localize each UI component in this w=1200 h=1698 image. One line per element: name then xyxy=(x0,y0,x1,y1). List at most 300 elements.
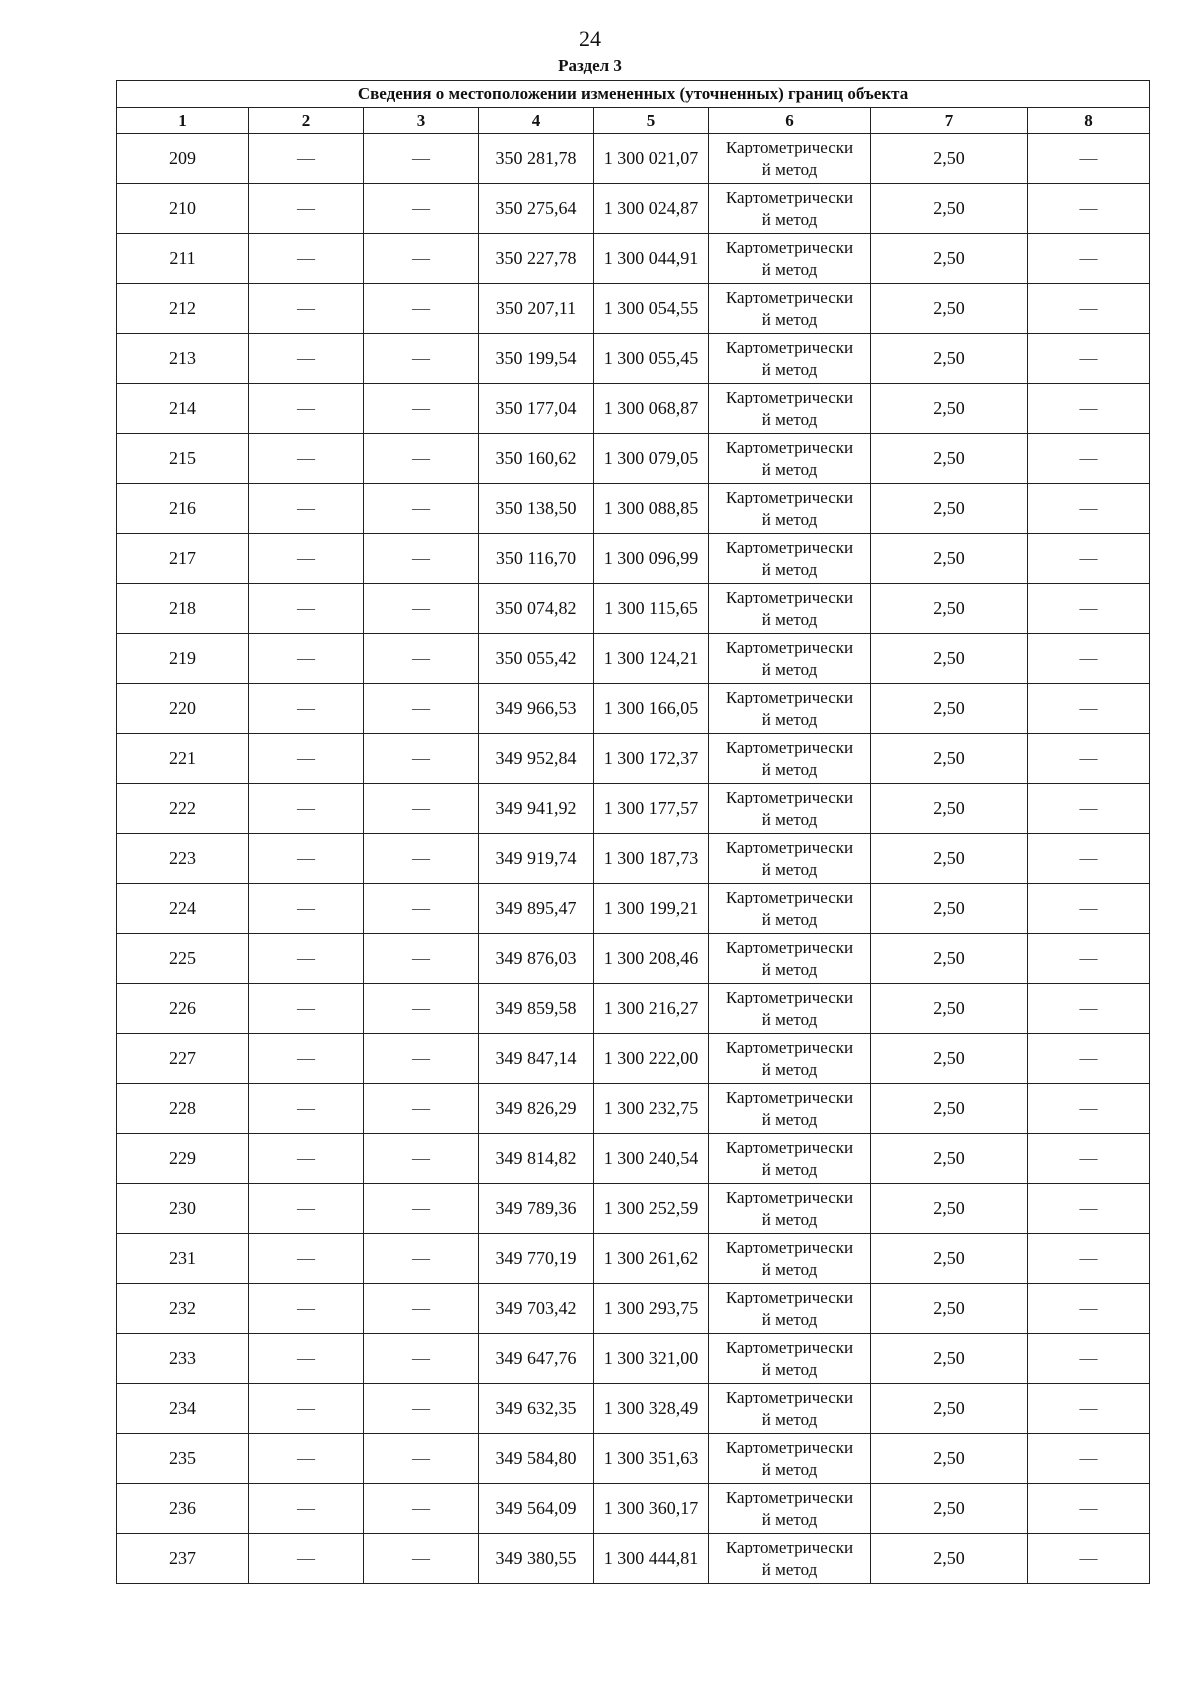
column-2-cell: — xyxy=(249,1534,364,1584)
column-8-cell: — xyxy=(1028,134,1150,184)
column-2-cell: — xyxy=(249,634,364,684)
method-text: й метод xyxy=(761,559,818,579)
y-coordinate-cell: 1 300 232,75 xyxy=(594,1084,709,1134)
method-text: Картометрически xyxy=(725,1487,854,1507)
column-8-cell: — xyxy=(1028,1284,1150,1334)
point-number-cell: 232 xyxy=(117,1284,249,1334)
point-number-cell: 220 xyxy=(117,684,249,734)
method-cell xyxy=(709,634,871,684)
accuracy-cell: 2,50 xyxy=(871,884,1028,934)
column-2-cell: — xyxy=(249,734,364,784)
column-3-cell: — xyxy=(364,634,479,684)
column-8-cell: — xyxy=(1028,1534,1150,1584)
column-8-cell: — xyxy=(1028,834,1150,884)
x-coordinate-cell: 349 847,14 xyxy=(479,1034,594,1084)
x-coordinate-cell: 350 177,04 xyxy=(479,384,594,434)
column-8-cell: — xyxy=(1028,1484,1150,1534)
method-cell xyxy=(709,1134,871,1184)
table-row xyxy=(117,1534,1150,1584)
accuracy-cell: 2,50 xyxy=(871,834,1028,884)
method-text: й метод xyxy=(761,1459,818,1479)
method-text: й метод xyxy=(761,1059,818,1079)
method-text: Картометрически xyxy=(725,1437,854,1457)
x-coordinate-cell: 349 895,47 xyxy=(479,884,594,934)
x-coordinate-cell: 349 919,74 xyxy=(479,834,594,884)
column-2-cell: — xyxy=(249,384,364,434)
accuracy-cell: 2,50 xyxy=(871,134,1028,184)
column-8-cell: — xyxy=(1028,634,1150,684)
column-3-cell: — xyxy=(364,534,479,584)
x-coordinate-cell: 350 160,62 xyxy=(479,434,594,484)
column-3-cell: — xyxy=(364,1134,479,1184)
column-number: 5 xyxy=(594,108,709,134)
column-2-cell: — xyxy=(249,1334,364,1384)
point-number-cell: 218 xyxy=(117,584,249,634)
accuracy-cell: 2,50 xyxy=(871,1434,1028,1484)
method-cell xyxy=(709,1284,871,1334)
y-coordinate-cell: 1 300 024,87 xyxy=(594,184,709,234)
table-row xyxy=(117,384,1150,434)
table-row xyxy=(117,434,1150,484)
y-coordinate-cell: 1 300 068,87 xyxy=(594,384,709,434)
method-cell xyxy=(709,1084,871,1134)
table-row xyxy=(117,1384,1150,1434)
column-8-cell: — xyxy=(1028,1434,1150,1484)
point-number-cell: 228 xyxy=(117,1084,249,1134)
method-text: й метод xyxy=(761,709,818,729)
method-cell xyxy=(709,1234,871,1284)
column-3-cell: — xyxy=(364,884,479,934)
column-3-cell: — xyxy=(364,1384,479,1434)
column-2-cell: — xyxy=(249,1384,364,1434)
x-coordinate-cell: 350 055,42 xyxy=(479,634,594,684)
accuracy-cell: 2,50 xyxy=(871,534,1028,584)
method-text: Картометрически xyxy=(725,1137,854,1157)
accuracy-cell: 2,50 xyxy=(871,1284,1028,1334)
method-text: й метод xyxy=(761,259,818,279)
x-coordinate-cell: 350 281,78 xyxy=(479,134,594,184)
method-text: й метод xyxy=(761,1259,818,1279)
column-3-cell: — xyxy=(364,234,479,284)
y-coordinate-cell: 1 300 096,99 xyxy=(594,534,709,584)
x-coordinate-cell: 349 966,53 xyxy=(479,684,594,734)
point-number-cell: 215 xyxy=(117,434,249,484)
x-coordinate-cell: 349 876,03 xyxy=(479,934,594,984)
method-cell xyxy=(709,684,871,734)
accuracy-cell: 2,50 xyxy=(871,184,1028,234)
column-8-cell: — xyxy=(1028,934,1150,984)
table-body xyxy=(117,134,1150,1584)
method-cell xyxy=(709,284,871,334)
method-text: Картометрически xyxy=(725,937,854,957)
method-text: й метод xyxy=(761,1409,818,1429)
column-2-cell: — xyxy=(249,1084,364,1134)
column-2-cell: — xyxy=(249,1284,364,1334)
x-coordinate-cell: 349 632,35 xyxy=(479,1384,594,1434)
column-8-cell: — xyxy=(1028,1084,1150,1134)
method-text: Картометрически xyxy=(725,837,854,857)
table-row xyxy=(117,1484,1150,1534)
column-8-cell: — xyxy=(1028,784,1150,834)
method-cell xyxy=(709,884,871,934)
y-coordinate-cell: 1 300 166,05 xyxy=(594,684,709,734)
y-coordinate-cell: 1 300 293,75 xyxy=(594,1284,709,1334)
y-coordinate-cell: 1 300 021,07 xyxy=(594,134,709,184)
y-coordinate-cell: 1 300 222,00 xyxy=(594,1034,709,1084)
point-number-cell: 213 xyxy=(117,334,249,384)
method-cell xyxy=(709,184,871,234)
point-number-cell: 234 xyxy=(117,1384,249,1434)
column-3-cell: — xyxy=(364,1034,479,1084)
method-text: Картометрически xyxy=(725,887,854,907)
method-text: Картометрически xyxy=(725,187,854,207)
method-text: й метод xyxy=(761,1359,818,1379)
column-8-cell: — xyxy=(1028,1384,1150,1434)
column-8-cell: — xyxy=(1028,684,1150,734)
column-3-cell: — xyxy=(364,134,479,184)
y-coordinate-cell: 1 300 187,73 xyxy=(594,834,709,884)
x-coordinate-cell: 349 814,82 xyxy=(479,1134,594,1184)
accuracy-cell: 2,50 xyxy=(871,434,1028,484)
table-row xyxy=(117,1434,1150,1484)
table-row xyxy=(117,1134,1150,1184)
column-2-cell: — xyxy=(249,1034,364,1084)
x-coordinate-cell: 349 789,36 xyxy=(479,1184,594,1234)
table-row xyxy=(117,1034,1150,1084)
method-text: й метод xyxy=(761,609,818,629)
point-number-cell: 237 xyxy=(117,1534,249,1584)
accuracy-cell: 2,50 xyxy=(871,784,1028,834)
table-row xyxy=(117,484,1150,534)
column-number: 8 xyxy=(1028,108,1150,134)
table-row xyxy=(117,734,1150,784)
method-text: й метод xyxy=(761,1109,818,1129)
x-coordinate-cell: 349 941,92 xyxy=(479,784,594,834)
point-number-cell: 226 xyxy=(117,984,249,1034)
x-coordinate-cell: 350 207,11 xyxy=(479,284,594,334)
method-text: Картометрически xyxy=(725,237,854,257)
accuracy-cell: 2,50 xyxy=(871,384,1028,434)
table-row xyxy=(117,234,1150,284)
accuracy-cell: 2,50 xyxy=(871,1484,1028,1534)
table-row xyxy=(117,334,1150,384)
column-3-cell: — xyxy=(364,1234,479,1284)
column-2-cell: — xyxy=(249,334,364,384)
y-coordinate-cell: 1 300 088,85 xyxy=(594,484,709,534)
column-3-cell: — xyxy=(364,1334,479,1384)
method-text: й метод xyxy=(761,1209,818,1229)
x-coordinate-cell: 349 770,19 xyxy=(479,1234,594,1284)
point-number-cell: 233 xyxy=(117,1334,249,1384)
column-8-cell: — xyxy=(1028,884,1150,934)
method-text: Картометрически xyxy=(725,1387,854,1407)
x-coordinate-cell: 349 826,29 xyxy=(479,1084,594,1134)
accuracy-cell: 2,50 xyxy=(871,684,1028,734)
column-2-cell: — xyxy=(249,884,364,934)
method-text: Картометрически xyxy=(725,387,854,407)
y-coordinate-cell: 1 300 444,81 xyxy=(594,1534,709,1584)
column-8-cell: — xyxy=(1028,234,1150,284)
method-text: й метод xyxy=(761,1309,818,1329)
column-8-cell: — xyxy=(1028,334,1150,384)
table-caption: Сведения о местоположении измененных (уточненных) границ объекта xyxy=(117,81,1150,108)
point-number-cell: 230 xyxy=(117,1184,249,1234)
column-8-cell: — xyxy=(1028,284,1150,334)
section-title: Раздел 3 xyxy=(558,56,622,75)
method-text: й метод xyxy=(761,309,818,329)
method-cell xyxy=(709,1184,871,1234)
method-text: Картометрически xyxy=(725,1337,854,1357)
method-text: Картометрически xyxy=(725,487,854,507)
column-2-cell: — xyxy=(249,434,364,484)
y-coordinate-cell: 1 300 199,21 xyxy=(594,884,709,934)
column-2-cell: — xyxy=(249,484,364,534)
method-text: Картометрически xyxy=(725,687,854,707)
method-cell xyxy=(709,834,871,884)
column-2-cell: — xyxy=(249,1234,364,1284)
accuracy-cell: 2,50 xyxy=(871,1034,1028,1084)
table-row xyxy=(117,584,1150,634)
point-number-cell: 217 xyxy=(117,534,249,584)
method-cell xyxy=(709,934,871,984)
column-8-cell: — xyxy=(1028,184,1150,234)
method-text: й метод xyxy=(761,209,818,229)
column-2-cell: — xyxy=(249,534,364,584)
method-text: й метод xyxy=(761,909,818,929)
method-text: й метод xyxy=(761,459,818,479)
x-coordinate-cell: 349 859,58 xyxy=(479,984,594,1034)
x-coordinate-cell: 350 227,78 xyxy=(479,234,594,284)
column-2-cell: — xyxy=(249,234,364,284)
accuracy-cell: 2,50 xyxy=(871,634,1028,684)
y-coordinate-cell: 1 300 115,65 xyxy=(594,584,709,634)
x-coordinate-cell: 350 199,54 xyxy=(479,334,594,384)
x-coordinate-cell: 349 647,76 xyxy=(479,1334,594,1384)
accuracy-cell: 2,50 xyxy=(871,1184,1028,1234)
column-2-cell: — xyxy=(249,584,364,634)
table-row xyxy=(117,1084,1150,1134)
method-text: й метод xyxy=(761,659,818,679)
column-8-cell: — xyxy=(1028,384,1150,434)
column-3-cell: — xyxy=(364,1284,479,1334)
table-row xyxy=(117,284,1150,334)
column-3-cell: — xyxy=(364,1084,479,1134)
x-coordinate-cell: 350 074,82 xyxy=(479,584,594,634)
method-cell xyxy=(709,584,871,634)
accuracy-cell: 2,50 xyxy=(871,1134,1028,1184)
column-3-cell: — xyxy=(364,934,479,984)
point-number-cell: 236 xyxy=(117,1484,249,1534)
x-coordinate-cell: 349 952,84 xyxy=(479,734,594,784)
accuracy-cell: 2,50 xyxy=(871,1084,1028,1134)
method-cell xyxy=(709,1384,871,1434)
point-number-cell: 216 xyxy=(117,484,249,534)
y-coordinate-cell: 1 300 328,49 xyxy=(594,1384,709,1434)
method-text: Картометрически xyxy=(725,437,854,457)
x-coordinate-cell: 349 584,80 xyxy=(479,1434,594,1484)
column-2-cell: — xyxy=(249,1184,364,1234)
column-number: 7 xyxy=(871,108,1028,134)
method-text: й метод xyxy=(761,1159,818,1179)
column-2-cell: — xyxy=(249,984,364,1034)
column-2-cell: — xyxy=(249,184,364,234)
method-cell xyxy=(709,134,871,184)
method-text: й метод xyxy=(761,859,818,879)
x-coordinate-cell: 350 138,50 xyxy=(479,484,594,534)
method-text: Картометрически xyxy=(725,737,854,757)
method-text: Картометрически xyxy=(725,787,854,807)
column-2-cell: — xyxy=(249,284,364,334)
column-2-cell: — xyxy=(249,1434,364,1484)
x-coordinate-cell: 349 703,42 xyxy=(479,1284,594,1334)
method-text: Картометрически xyxy=(725,1037,854,1057)
column-3-cell: — xyxy=(364,334,479,384)
column-8-cell: — xyxy=(1028,534,1150,584)
y-coordinate-cell: 1 300 261,62 xyxy=(594,1234,709,1284)
accuracy-cell: 2,50 xyxy=(871,934,1028,984)
column-number: 6 xyxy=(709,108,871,134)
column-number: 4 xyxy=(479,108,594,134)
column-2-cell: — xyxy=(249,834,364,884)
method-cell xyxy=(709,1434,871,1484)
point-number-cell: 231 xyxy=(117,1234,249,1284)
method-text: Картометрически xyxy=(725,987,854,1007)
method-text: й метод xyxy=(761,159,818,179)
table-row xyxy=(117,1334,1150,1384)
table-row xyxy=(117,134,1150,184)
boundary-coordinates-table xyxy=(116,80,1150,1584)
column-2-cell: — xyxy=(249,784,364,834)
column-3-cell: — xyxy=(364,784,479,834)
point-number-cell: 214 xyxy=(117,384,249,434)
table-row xyxy=(117,534,1150,584)
point-number-cell: 209 xyxy=(117,134,249,184)
method-text: Картометрически xyxy=(725,287,854,307)
method-text: й метод xyxy=(761,509,818,529)
column-8-cell: — xyxy=(1028,1334,1150,1384)
method-cell xyxy=(709,234,871,284)
point-number-cell: 222 xyxy=(117,784,249,834)
column-3-cell: — xyxy=(364,684,479,734)
accuracy-cell: 2,50 xyxy=(871,1234,1028,1284)
method-text: Картометрически xyxy=(725,1287,854,1307)
point-number-cell: 229 xyxy=(117,1134,249,1184)
method-text: й метод xyxy=(761,959,818,979)
method-text: Картометрически xyxy=(725,1537,854,1557)
method-text: Картометрически xyxy=(725,587,854,607)
point-number-cell: 223 xyxy=(117,834,249,884)
method-text: Картометрически xyxy=(725,137,854,157)
method-text: Картометрически xyxy=(725,1187,854,1207)
column-3-cell: — xyxy=(364,834,479,884)
accuracy-cell: 2,50 xyxy=(871,484,1028,534)
accuracy-cell: 2,50 xyxy=(871,734,1028,784)
method-cell xyxy=(709,384,871,434)
y-coordinate-cell: 1 300 177,57 xyxy=(594,784,709,834)
x-coordinate-cell: 350 275,64 xyxy=(479,184,594,234)
column-3-cell: — xyxy=(364,284,479,334)
method-text: Картометрически xyxy=(725,1087,854,1107)
method-text: й метод xyxy=(761,1509,818,1529)
column-2-cell: — xyxy=(249,134,364,184)
method-cell xyxy=(709,784,871,834)
column-3-cell: — xyxy=(364,484,479,534)
column-3-cell: — xyxy=(364,584,479,634)
column-8-cell: — xyxy=(1028,1034,1150,1084)
method-cell xyxy=(709,734,871,784)
column-8-cell: — xyxy=(1028,984,1150,1034)
column-8-cell: — xyxy=(1028,434,1150,484)
method-text: Картометрически xyxy=(725,337,854,357)
method-cell xyxy=(709,534,871,584)
point-number-cell: 225 xyxy=(117,934,249,984)
table-row xyxy=(117,784,1150,834)
point-number-cell: 210 xyxy=(117,184,249,234)
accuracy-cell: 2,50 xyxy=(871,1534,1028,1584)
y-coordinate-cell: 1 300 054,55 xyxy=(594,284,709,334)
table-row xyxy=(117,634,1150,684)
point-number-cell: 235 xyxy=(117,1434,249,1484)
method-text: Картометрически xyxy=(725,537,854,557)
column-number: 1 xyxy=(117,108,249,134)
column-8-cell: — xyxy=(1028,484,1150,534)
table-row xyxy=(117,984,1150,1034)
table-row xyxy=(117,934,1150,984)
column-8-cell: — xyxy=(1028,734,1150,784)
method-cell xyxy=(709,1034,871,1084)
column-3-cell: — xyxy=(364,1184,479,1234)
method-cell xyxy=(709,434,871,484)
method-text: й метод xyxy=(761,759,818,779)
point-number-cell: 224 xyxy=(117,884,249,934)
column-8-cell: — xyxy=(1028,1234,1150,1284)
column-2-cell: — xyxy=(249,1134,364,1184)
column-number: 2 xyxy=(249,108,364,134)
point-number-cell: 221 xyxy=(117,734,249,784)
point-number-cell: 227 xyxy=(117,1034,249,1084)
accuracy-cell: 2,50 xyxy=(871,284,1028,334)
column-8-cell: — xyxy=(1028,1134,1150,1184)
y-coordinate-cell: 1 300 360,17 xyxy=(594,1484,709,1534)
table-row xyxy=(117,1284,1150,1334)
table-row xyxy=(117,1234,1150,1284)
point-number-cell: 212 xyxy=(117,284,249,334)
method-text: Картометрически xyxy=(725,1237,854,1257)
method-text: й метод xyxy=(761,1009,818,1029)
y-coordinate-cell: 1 300 055,45 xyxy=(594,334,709,384)
x-coordinate-cell: 350 116,70 xyxy=(479,534,594,584)
column-2-cell: — xyxy=(249,934,364,984)
method-text: й метод xyxy=(761,409,818,429)
y-coordinate-cell: 1 300 252,59 xyxy=(594,1184,709,1234)
table-row xyxy=(117,834,1150,884)
column-8-cell: — xyxy=(1028,1184,1150,1234)
accuracy-cell: 2,50 xyxy=(871,984,1028,1034)
column-3-cell: — xyxy=(364,184,479,234)
accuracy-cell: 2,50 xyxy=(871,1384,1028,1434)
point-number-cell: 219 xyxy=(117,634,249,684)
table-row xyxy=(117,1184,1150,1234)
table-row xyxy=(117,684,1150,734)
page-number: 24 xyxy=(579,26,601,51)
method-cell xyxy=(709,1534,871,1584)
column-3-cell: — xyxy=(364,1434,479,1484)
y-coordinate-cell: 1 300 351,63 xyxy=(594,1434,709,1484)
method-text: й метод xyxy=(761,809,818,829)
method-text: Картометрически xyxy=(725,637,854,657)
x-coordinate-cell: 349 380,55 xyxy=(479,1534,594,1584)
method-text: й метод xyxy=(761,359,818,379)
